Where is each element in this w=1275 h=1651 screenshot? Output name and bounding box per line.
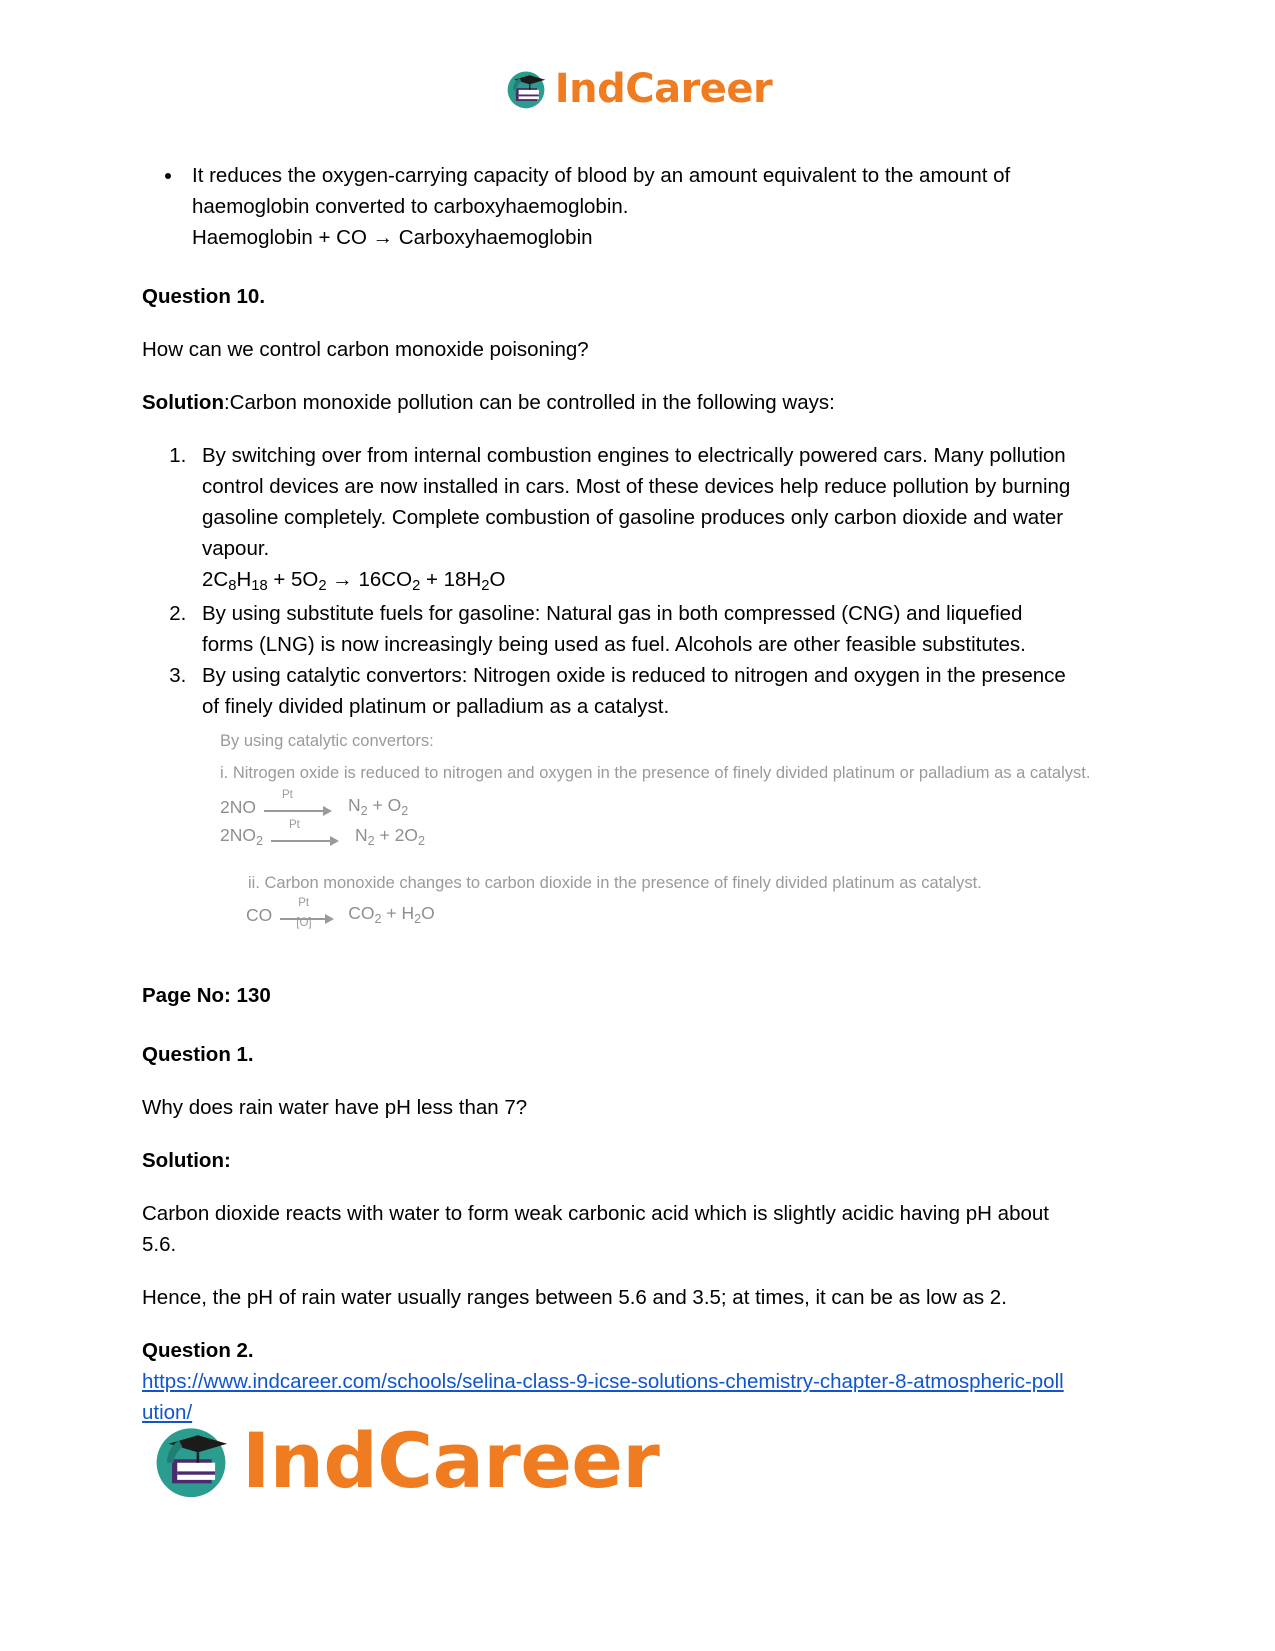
reaction-arrow-icon [264, 789, 342, 818]
question-1-heading: Question 1. [142, 1043, 254, 1066]
list-item [184, 160, 1072, 253]
question-10-text: How can we control carbon monoxide poisoning? [142, 338, 589, 361]
equation-2no2-product: $N_2 + 2O_2$ [355, 825, 425, 848]
embedded-title: By using catalytic convertors: [220, 732, 434, 750]
equation-co-reactant: CO [246, 905, 273, 925]
equation-co [246, 897, 1220, 929]
graduation-cap-book-circle-icon [503, 66, 549, 112]
equation-2no2-reactant: $2NO_2$ [220, 825, 263, 848]
source-url-link[interactable]: https://www.indcareer.com/schools/selina-class-9-icse-solutions-chemistry-chapter-8-atmospheric-pollution/ [142, 1370, 1064, 1424]
bullet-text: It reduces the oxygen-carrying capacity of blood by an amount equivalent to the amount of haemoglobin converted to carboxyhaemoglobin. [192, 164, 1011, 218]
document-content [142, 160, 1091, 1428]
catalyst-label: Pt [298, 897, 310, 909]
solution-paragraph-1: Carbon dioxide reacts with water to form weak carbonic acid which is slightly acidic having pH about 5.6. [142, 1202, 1049, 1256]
logo-text [554, 66, 773, 112]
logo-wrap [503, 66, 773, 112]
header-brand-logo [0, 66, 1275, 112]
list-item [192, 440, 1072, 598]
reaction-arrow-icon [280, 897, 342, 929]
haemoglobin-equation: Haemoglobin + CO → Carboxyhaemoglobin [192, 226, 593, 249]
equation-co-product: $CO_2 + H_2O$ [348, 903, 435, 926]
solution-intro-text: :Carbon monoxide pollution can be controlled in the following ways: [223, 391, 835, 414]
logo-text-career: Career [377, 1416, 660, 1505]
catalyst-label: Pt [281, 789, 293, 801]
oxidant-label: [O] [296, 917, 312, 929]
list-item [192, 660, 1072, 722]
embedded-equation-image [220, 728, 1220, 928]
logo-text-ind: Ind [554, 66, 626, 112]
question-2-heading: Question 2. [142, 1339, 254, 1362]
logo-text-career: Career [625, 66, 773, 112]
logo-text-ind: Ind [242, 1416, 378, 1505]
logo-text [242, 1416, 660, 1505]
list-item-2-text: By using substitute fuels for gasoline: Natural gas in both compressed (CNG) and liquefied forms (LNG) is now increasingly being used as fuel. Alcohols are other feasible substitutes. [202, 602, 1026, 656]
bullet-list [142, 160, 1072, 253]
footer-brand-logo [148, 1418, 659, 1504]
list-item-3-text: By using catalytic convertors: Nitrogen oxide is reduced to nitrogen and oxygen in the presence of finely divided platinum or palladium as a catalyst. [202, 664, 1066, 718]
equation-2no-product: $N_2 + O_2$ [347, 795, 409, 818]
equation-2no2 [220, 819, 1220, 850]
question-10-heading: Question 10. [142, 285, 266, 308]
embedded-line-i: i. Nitrogen oxide is reduced to nitrogen and oxygen in the presence of finely divided platinum or palladium as a catalyst. [220, 764, 1091, 782]
question-1-text: Why does rain water have pH less than 7? [142, 1096, 528, 1119]
reaction-arrow-icon [271, 819, 349, 848]
solution-label: Solution [142, 391, 224, 414]
solution-paragraph-2: Hence, the pH of rain water usually ranges between 5.6 and 3.5; at times, it can be as low as 2. [142, 1286, 1007, 1309]
equation-2no [220, 789, 1220, 820]
list-item-1-text: By switching over from internal combustion engines to electrically powered cars. Many pollution control devices are now installed in cars. Most of these devices help reduce pollution by burning gasoline completely. Complete combustion of gasoline produces only carbon dioxide and water vapour. [202, 444, 1071, 560]
solution-numbered-list [142, 440, 1072, 722]
solution-heading: Solution: [142, 1149, 231, 1172]
graduation-cap-book-circle-icon [148, 1418, 234, 1504]
page-number-marker: Page No: 130 [142, 984, 271, 1007]
list-item [192, 598, 1072, 660]
catalyst-label: Pt [289, 819, 300, 831]
octane-combustion-equation: $2C_8H_{18} + 5O_2 \to 16CO_2 + 18H_2O$ [202, 568, 506, 595]
equation-2no-reactant: 2NO [220, 797, 256, 817]
embedded-line-ii: ii. Carbon monoxide changes to carbon dioxide in the presence of finely divided platinum as catalyst. [248, 874, 982, 892]
solution-intro-paragraph [142, 387, 1072, 418]
